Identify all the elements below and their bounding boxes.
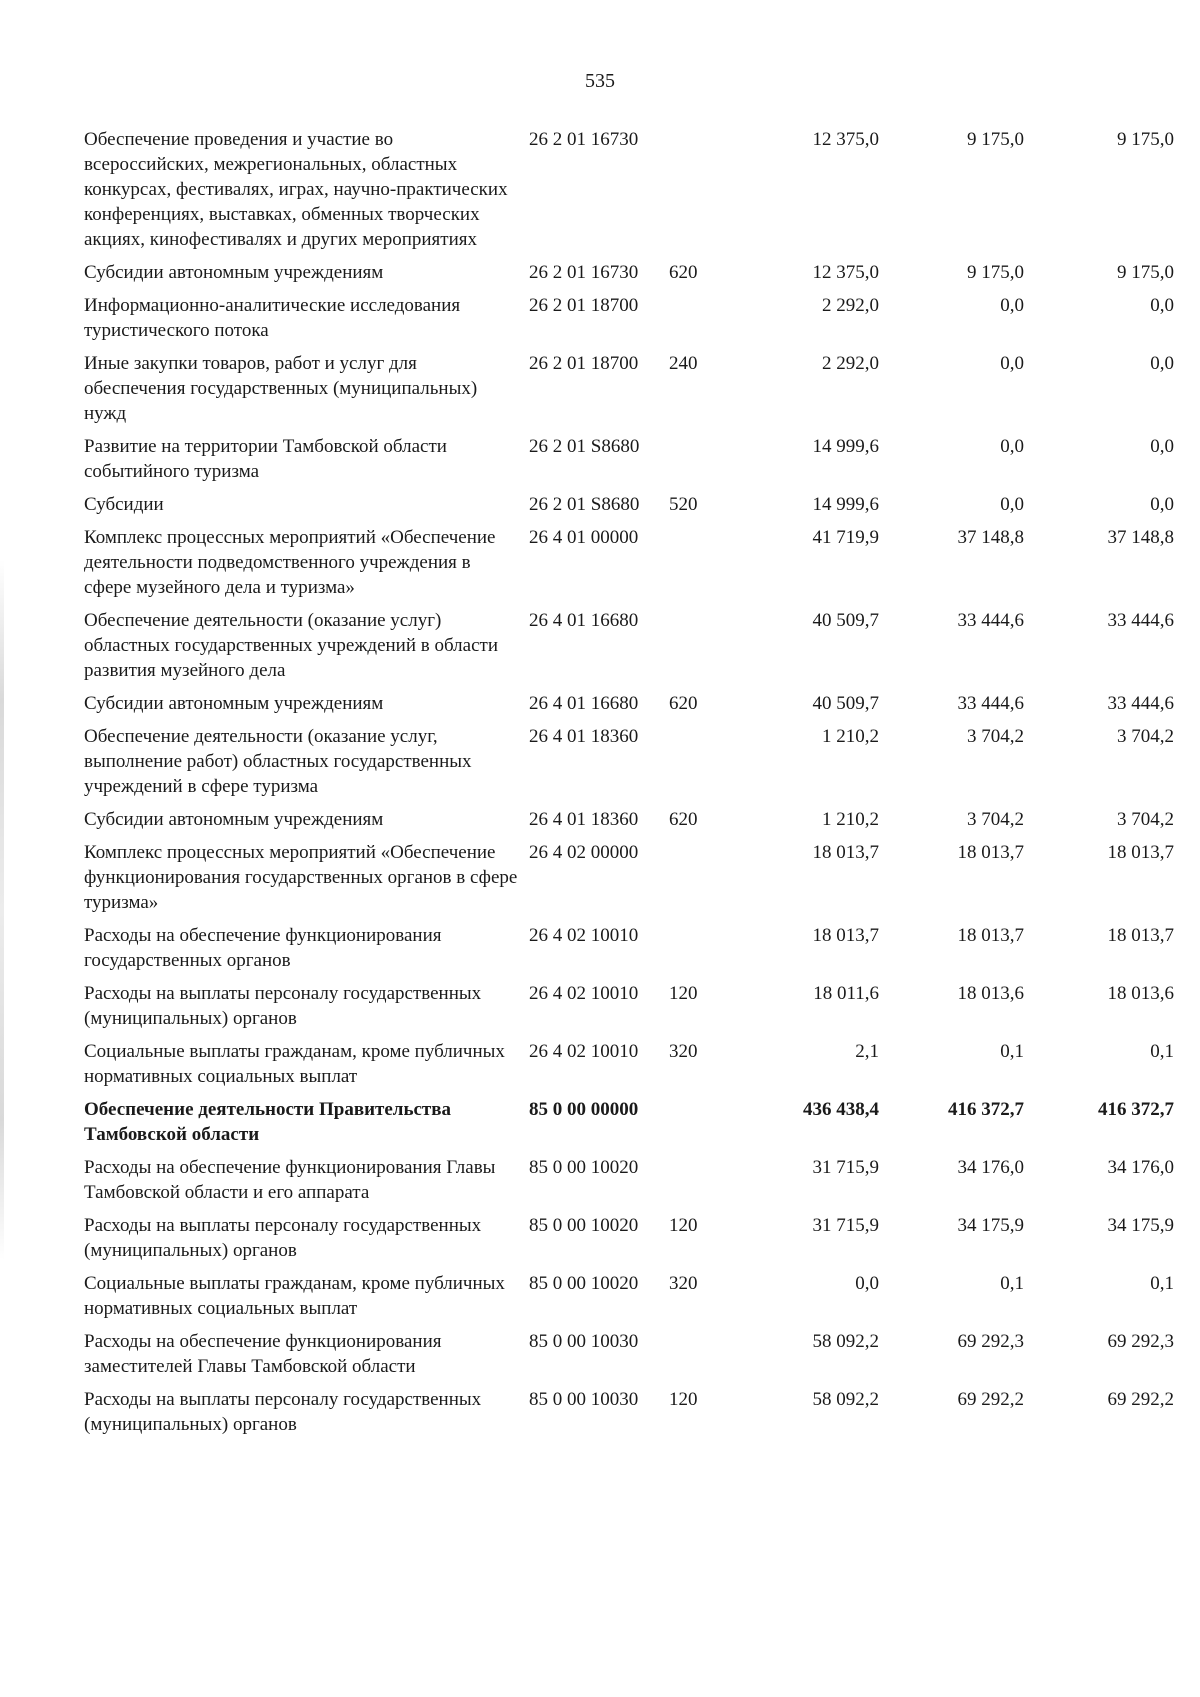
row-value-year-1: 2 292,0 [822, 295, 879, 316]
row-name: Обеспечение деятельности Правительства Тамбовской области [84, 1099, 452, 1145]
row-value-year-3: 9 175,0 [1117, 262, 1174, 283]
row-expense-type: 620 [669, 809, 698, 830]
row-value-year-1: 31 715,9 [812, 1157, 879, 1178]
row-name: Субсидии [84, 494, 164, 515]
table-row [84, 608, 1174, 691]
row-value-year-1: 12 375,0 [812, 129, 879, 150]
row-value-year-1: 18 011,6 [813, 983, 879, 1004]
row-code: 26 4 01 18360 [529, 809, 639, 830]
row-name: Социальные выплаты гражданам, кроме публичных нормативных социальных выплат [84, 1273, 505, 1319]
row-expense-type [669, 293, 729, 351]
row-value-year-3: 37 148,8 [1107, 527, 1174, 548]
row-code: 26 2 01 16730 [529, 129, 639, 150]
row-value-year-1: 58 092,2 [812, 1331, 879, 1352]
row-expense-type [669, 840, 729, 923]
row-value-year-1: 14 999,6 [812, 436, 879, 457]
row-value-year-3: 0,0 [1150, 494, 1174, 515]
row-value-year-3: 18 013,7 [1107, 925, 1174, 946]
table-row [84, 260, 1174, 293]
row-value-year-1: 58 092,2 [812, 1389, 879, 1410]
row-code: 85 0 00 10030 [529, 1331, 639, 1352]
row-name: Информационно-аналитические исследования туристического потока [84, 295, 461, 341]
row-value-year-1: 40 509,7 [812, 693, 879, 714]
row-value-year-2: 0,1 [1000, 1041, 1024, 1062]
row-value-year-1: 1 210,2 [822, 809, 879, 830]
row-name: Расходы на обеспечение функционирования государственных органов [84, 925, 442, 971]
row-name: Субсидии автономным учреждениям [84, 693, 384, 714]
table-row [84, 351, 1174, 434]
row-value-year-3: 33 444,6 [1107, 610, 1174, 631]
row-value-year-3: 18 013,6 [1107, 983, 1174, 1004]
row-value-year-3: 34 176,0 [1107, 1157, 1174, 1178]
row-value-year-2: 0,1 [1000, 1273, 1024, 1294]
row-expense-type [669, 434, 729, 492]
table-row [84, 1271, 1174, 1329]
row-name: Расходы на обеспечение функционирования заместителей Главы Тамбовской области [84, 1331, 442, 1377]
row-value-year-2: 18 013,6 [957, 983, 1024, 1004]
row-expense-type [669, 724, 729, 807]
row-expense-type: 120 [669, 983, 698, 1004]
row-value-year-1: 0,0 [855, 1273, 879, 1294]
page-number: 535 [585, 70, 615, 92]
row-expense-type: 320 [669, 1273, 698, 1294]
row-value-year-2: 0,0 [1000, 295, 1024, 316]
row-value-year-3: 33 444,6 [1107, 693, 1174, 714]
row-value-year-2: 416 372,7 [948, 1099, 1024, 1120]
row-expense-type [669, 127, 729, 260]
row-value-year-2: 3 704,2 [967, 726, 1024, 747]
row-value-year-1: 14 999,6 [812, 494, 879, 515]
row-expense-type [669, 1097, 729, 1155]
row-value-year-1: 12 375,0 [812, 262, 879, 283]
row-value-year-2: 0,0 [1000, 436, 1024, 457]
row-value-year-3: 9 175,0 [1117, 129, 1174, 150]
row-expense-type [669, 1329, 729, 1387]
row-value-year-3: 416 372,7 [1098, 1099, 1174, 1120]
row-name: Обеспечение деятельности (оказание услуг, выполнение работ) областных государственных учреждений в сфере туризма [84, 726, 472, 797]
table-row [84, 293, 1174, 351]
row-value-year-3: 0,0 [1150, 295, 1174, 316]
table-row [84, 691, 1174, 724]
row-code: 26 2 01 18700 [529, 353, 639, 374]
row-value-year-2: 0,0 [1000, 494, 1024, 515]
table-row [84, 807, 1174, 840]
row-code: 85 0 00 00000 [529, 1099, 639, 1120]
row-value-year-3: 0,0 [1150, 436, 1174, 457]
row-name: Субсидии автономным учреждениям [84, 262, 384, 283]
table-row [84, 981, 1174, 1039]
row-name: Расходы на выплаты персоналу государственных (муниципальных) органов [84, 1215, 482, 1261]
row-expense-type: 240 [669, 353, 698, 374]
row-value-year-2: 69 292,3 [957, 1331, 1024, 1352]
row-value-year-1: 2 292,0 [822, 353, 879, 374]
row-value-year-1: 2,1 [855, 1041, 879, 1062]
row-value-year-2: 3 704,2 [967, 809, 1024, 830]
table-row [84, 525, 1174, 608]
row-value-year-2: 18 013,7 [957, 925, 1024, 946]
row-value-year-2: 69 292,2 [957, 1389, 1024, 1410]
table-row [84, 1155, 1174, 1213]
row-expense-type [669, 1155, 729, 1213]
row-code: 26 2 01 S8680 [529, 494, 640, 515]
table-row [84, 1039, 1174, 1097]
row-value-year-1: 1 210,2 [822, 726, 879, 747]
row-code: 26 4 01 16680 [529, 610, 639, 631]
table-row [84, 1329, 1174, 1387]
table-row [84, 1213, 1174, 1271]
row-name: Обеспечение деятельности (оказание услуг) областных государственных учреждений в области развития музейного дела [84, 610, 498, 681]
row-value-year-3: 0,0 [1150, 353, 1174, 374]
row-name: Иные закупки товаров, работ и услуг для обеспечения государственных (муниципальных) нужд [84, 353, 478, 424]
table-row [84, 1097, 1174, 1155]
table-row [84, 127, 1174, 260]
row-code: 85 0 00 10030 [529, 1389, 639, 1410]
row-value-year-1: 436 438,4 [803, 1099, 879, 1120]
row-value-year-2: 33 444,6 [957, 693, 1024, 714]
row-value-year-3: 0,1 [1150, 1273, 1174, 1294]
budget-table-body [84, 127, 1174, 1445]
scan-edge-shadow [0, 560, 4, 1260]
table-row [84, 923, 1174, 981]
row-value-year-1: 41 719,9 [812, 527, 879, 548]
row-name: Развитие на территории Тамбовской области событийного туризма [84, 436, 447, 482]
row-code: 85 0 00 10020 [529, 1215, 639, 1236]
row-expense-type: 120 [669, 1215, 698, 1236]
row-value-year-3: 0,1 [1150, 1041, 1174, 1062]
row-code: 26 4 02 10010 [529, 983, 639, 1004]
table-row [84, 724, 1174, 807]
row-value-year-2: 34 175,9 [957, 1215, 1024, 1236]
row-code: 85 0 00 10020 [529, 1157, 639, 1178]
row-expense-type: 620 [669, 693, 698, 714]
row-name: Социальные выплаты гражданам, кроме публичных нормативных социальных выплат [84, 1041, 505, 1087]
row-value-year-2: 9 175,0 [967, 262, 1024, 283]
row-value-year-2: 9 175,0 [967, 129, 1024, 150]
row-value-year-1: 18 013,7 [812, 842, 879, 863]
row-name: Обеспечение проведения и участие во всероссийских, межрегиональных, областных конкурсах, фестивалях, играх, научно-практических конференциях, выставках, обменных творческих акциях, кинофестивалях и других мероприятиях [84, 129, 508, 250]
table-row [84, 434, 1174, 492]
row-code: 26 2 01 18700 [529, 295, 639, 316]
row-expense-type [669, 525, 729, 608]
row-value-year-3: 3 704,2 [1117, 726, 1174, 747]
row-name: Комплекс процессных мероприятий «Обеспечение функционирования государственных органов в сфере туризма» [84, 842, 518, 913]
row-code: 26 4 01 00000 [529, 527, 639, 548]
row-value-year-1: 40 509,7 [812, 610, 879, 631]
row-value-year-2: 33 444,6 [957, 610, 1024, 631]
row-name: Комплекс процессных мероприятий «Обеспечение деятельности подведомственного учреждения в сфере музейного дела и туризма» [84, 527, 496, 598]
row-value-year-1: 31 715,9 [812, 1215, 879, 1236]
row-value-year-2: 34 176,0 [957, 1157, 1024, 1178]
row-code: 26 4 01 16680 [529, 693, 639, 714]
row-value-year-3: 3 704,2 [1117, 809, 1174, 830]
row-value-year-3: 34 175,9 [1107, 1215, 1174, 1236]
table-row [84, 492, 1174, 525]
row-expense-type: 120 [669, 1389, 698, 1410]
row-expense-type: 320 [669, 1041, 698, 1062]
row-value-year-2: 0,0 [1000, 353, 1024, 374]
row-value-year-1: 18 013,7 [812, 925, 879, 946]
row-code: 26 4 02 10010 [529, 925, 639, 946]
row-code: 26 4 01 18360 [529, 726, 639, 747]
row-name: Расходы на обеспечение функционирования Главы Тамбовской области и его аппарата [84, 1157, 496, 1203]
row-code: 85 0 00 10020 [529, 1273, 639, 1294]
row-value-year-2: 37 148,8 [957, 527, 1024, 548]
row-value-year-3: 69 292,3 [1107, 1331, 1174, 1352]
row-name: Расходы на выплаты персоналу государственных (муниципальных) органов [84, 1389, 482, 1435]
table-row [84, 840, 1174, 923]
row-value-year-3: 18 013,7 [1107, 842, 1174, 863]
row-expense-type [669, 923, 729, 981]
row-code: 26 2 01 S8680 [529, 436, 640, 457]
row-expense-type: 620 [669, 262, 698, 283]
row-code: 26 4 02 10010 [529, 1041, 639, 1062]
row-expense-type [669, 608, 729, 691]
row-value-year-3: 69 292,2 [1107, 1389, 1174, 1410]
row-name: Расходы на выплаты персоналу государственных (муниципальных) органов [84, 983, 482, 1029]
row-name: Субсидии автономным учреждениям [84, 809, 384, 830]
row-expense-type: 520 [669, 494, 698, 515]
row-code: 26 2 01 16730 [529, 262, 639, 283]
row-code: 26 4 02 00000 [529, 842, 639, 863]
budget-table [84, 127, 1174, 1445]
table-row [84, 1387, 1174, 1445]
row-value-year-2: 18 013,7 [957, 842, 1024, 863]
